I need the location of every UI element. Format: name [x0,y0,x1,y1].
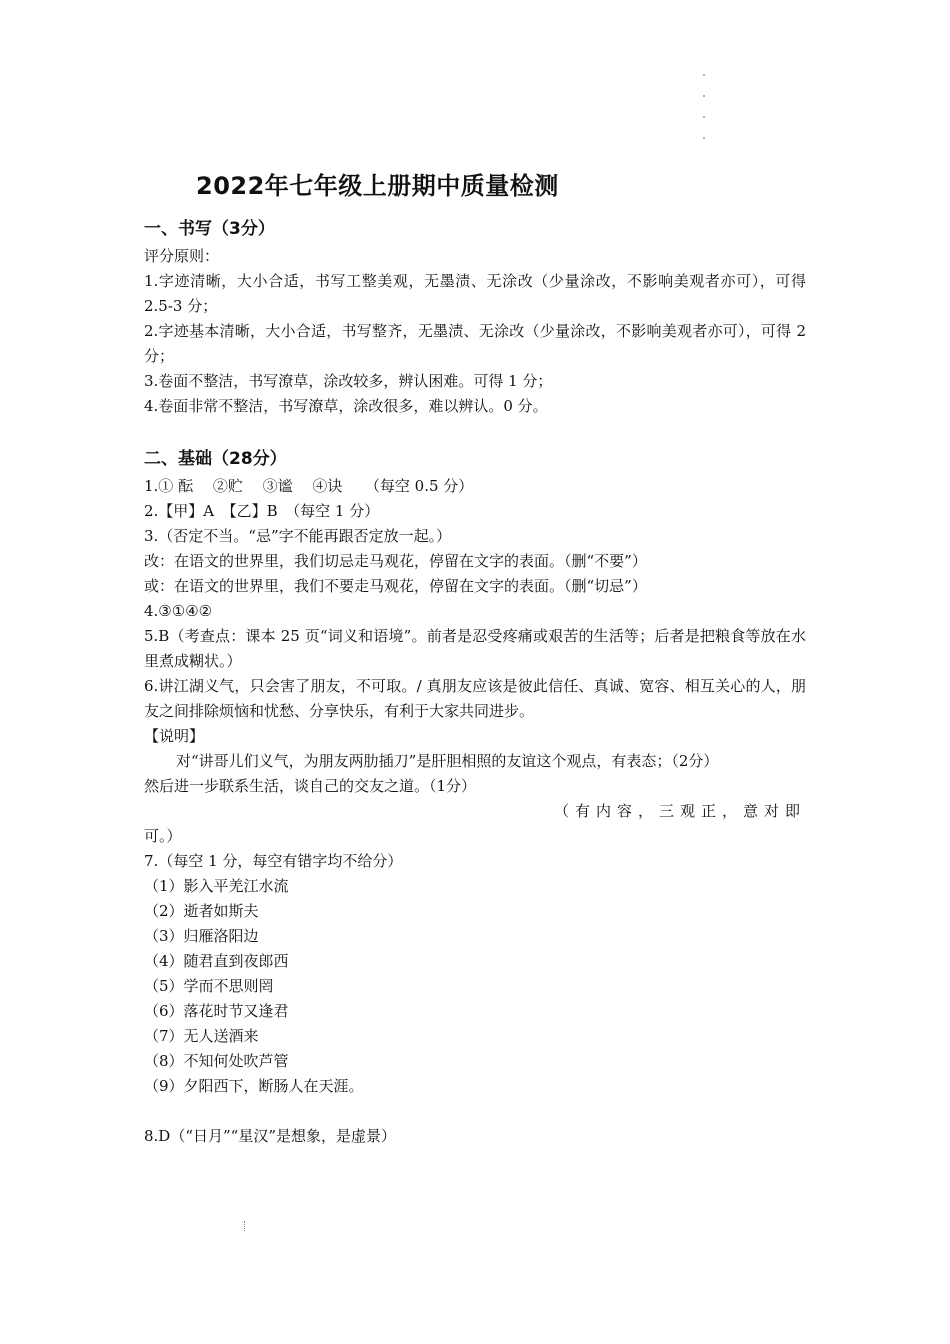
answer-q5: 5.B（考查点：课本 25 页“词义和语境”。前者是忍受疼痛或艰苦的生活等；后者是把粮食等放在水里煮成糊状。） [144,627,806,670]
footer-marker [244,1221,246,1231]
answer-q7-item: （8）不知何处吹芦管 [144,1052,289,1070]
answer-q8: 8.D（“日月”“星汉”是想象，是虚景） [144,1127,397,1145]
answer-q1: 1.① 酝 ②贮 ③谧 ④诀 （每空 0.5 分） [144,477,474,495]
scoring-principle-label: 评分原则： [144,247,220,265]
answer-q7-item: （6）落花时节又逢君 [144,1002,289,1020]
answer-q6-note-label: 【说明】 [144,727,205,745]
answer-q3-fix-1: 改：在语文的世界里，我们切忌走马观花，停留在文字的表面。（删“不要”） [144,552,647,570]
answer-q7-item: （4）随君直到夜郎西 [144,952,289,970]
answer-q7-item: （1）影入平羌江水流 [144,877,289,895]
answer-q7-item: （5）学而不思则罔 [144,977,274,995]
section-heading-basics: 二、基础（28分） [144,449,287,469]
answer-q6-note-3: （有内容，三观正，意对即 [553,802,806,820]
scoring-rule-1: 1.字迹清晰，大小合适，书写工整美观，无墨渍、无涂改（少量涂改，不影响美观者亦可），可得 2.5-3 分； [144,272,806,315]
answer-q6-note-1: 对“讲哥儿们义气，为朋友两肋插刀”是肝胆相照的友谊这个观点，有表态；（2分） [176,752,719,770]
answer-q7-item: （7）无人送酒来 [144,1027,259,1045]
answer-q6: 6.讲江湖义气，只会害了朋友，不可取。/ 真朋友应该是彼此信任、真诚、宽容、相互关心的人，朋友之间排除烦恼和忧愁、分享快乐，有利于大家共同进步。 [144,677,806,720]
answer-q6-note-2: 然后进一步联系生活，谈自己的交友之道。（1分） [144,777,477,795]
answer-q7-head: 7.（每空 1 分，每空有错字均不给分） [144,852,403,870]
scoring-rule-4: 4.卷面非常不整洁，书写潦草，涂改很多，难以辨认。0 分。 [144,397,548,415]
answer-q7-item: （9）夕阳西下，断肠人在天涯。 [144,1077,364,1095]
scoring-rule-2: 2.字迹基本清晰，大小合适，书写整齐，无墨渍、无涂改（少量涂改，不影响美观者亦可），可得 2 分； [144,322,806,365]
document-body [144,214,806,1149]
section-heading-writing: 一、书写（3分） [144,219,275,239]
margin-dots [703,74,707,158]
answer-q6-note-3-end: 可。） [144,827,182,845]
answer-q3-fix-2: 或：在语文的世界里，我们不要走马观花，停留在文字的表面。（删“切忌”） [144,577,647,595]
scoring-rule-3: 3.卷面不整洁，书写潦草，涂改较多，辨认困难。可得 1 分； [144,372,553,390]
answer-q3-reason: 3.（否定不当。“忌”字不能再跟否定放一起。） [144,527,452,545]
answer-q4: 4.③①④② [144,602,213,620]
page-title: 2022年七年级上册期中质量检测 [196,172,559,200]
answer-q7-item: （2）逝者如斯夫 [144,902,259,920]
answer-q7-item: （3）归雁洛阳边 [144,927,259,945]
answer-q2: 2.【甲】A 【乙】B （每空 1 分） [144,502,380,520]
